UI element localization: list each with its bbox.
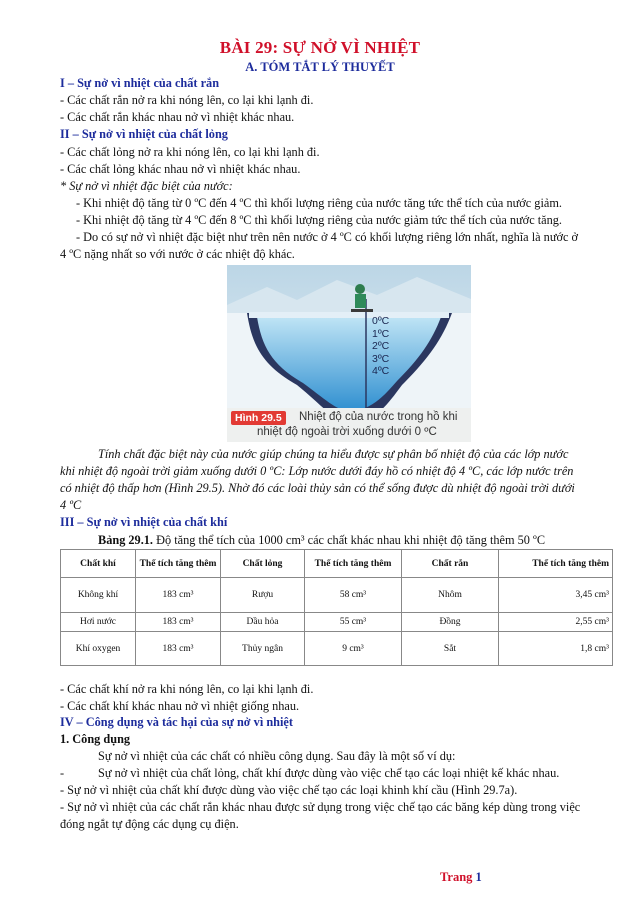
col-header: Thể tích tăng thêm [499,550,613,578]
figure-tag: Hình 29.5 [231,411,286,425]
solid-line-2: - Các chất rắn khác nhau nở vì nhiệt khác nhau. [60,110,295,124]
table-caption: Độ tăng thể tích của 1000 cm³ các chất khác nhau khi nhiệt độ tăng thêm 50 ºC [153,533,546,547]
table-cell: Nhôm [402,578,499,613]
subheading-uses: 1. Công dụng [60,732,131,746]
water-point-2: - Khi nhiệt độ tăng từ 4 ºC đến 8 ºC thì khối lượng riêng của nước giảm tức thể tích của nước tăng. [76,213,562,227]
table-number: Bảng 29.1. [98,533,154,547]
uses-line-3: - Sự nở vì nhiệt của chất khí được dùng vào việc chế tạo các loại khinh khí cầu (Hình 29.7a). [60,783,518,797]
page-footer [440,870,482,885]
heading-solid: I – Sự nở vì nhiệt của chất rắn [60,76,220,90]
table-cell: Thủy ngân [221,632,305,666]
gas-line-1: - Các chất khí nở ra khi nóng lên, co lại khi lạnh đi. [60,682,314,696]
temp-label: 4ºC [372,365,390,377]
table-cell: 58 cm³ [305,578,402,613]
table-cell: 55 cm³ [305,613,402,632]
caption-line-2: nhiệt độ ngoài trời xuống dưới 0 ºC [257,426,437,438]
table-row [61,578,613,613]
table-cell: 9 cm³ [305,632,402,666]
temp-label: 1ºC [372,327,390,340]
col-header: Thể tích tăng thêm [136,550,221,578]
solid-line-1: - Các chất rắn nở ra khi nóng lên, co lại khi lạnh đi. [60,93,314,107]
col-header: Chất rắn [402,550,499,578]
water-point-3b: 4 ºC nặng nhất so với nước ở các nhiệt độ khác. [60,247,295,261]
lesson-title: BÀI 29: SỰ NỞ VÌ NHIỆT [219,38,421,57]
section-a-title: A. TÓM TẮT LÝ THUYẾT [245,60,395,74]
expansion-table [60,549,613,666]
table-cell: 1,8 cm³ [499,632,613,666]
heading-liquid: II – Sự nở vì nhiệt của chất lỏng [60,127,228,141]
uses-line-1: Sự nở vì nhiệt của các chất có nhiều công dụng. Sau đây là một số ví dụ: [98,749,456,763]
figure-caption [227,408,471,442]
table-header-row [61,550,613,578]
paragraph-line-1: Tính chất đặc biệt này của nước giúp chúng ta hiểu được sự phân bố nhiệt độ của các lớp nước [98,447,569,461]
gas-line-2: - Các chất khí khác nhau nở vì nhiệt giống nhau. [60,699,300,713]
paragraph-line-4: 4 ºC [60,498,82,512]
uses-line-2: Sự nở vì nhiệt của chất lỏng, chất khí được dùng vào việc chế tạo các loại nhiệt kế khác nhau. [98,766,560,780]
liquid-line-2: - Các chất lỏng khác nhau nở vì nhiệt khác nhau. [60,162,301,176]
water-point-3a: - Do có sự nở vì nhiệt đặc biệt như trên nên nước ở 4 ºC có khối lượng riêng lớn nhất, nghĩa là nước ở [76,230,579,244]
table-cell: 2,55 cm³ [499,613,613,632]
caption-line-1: Nhiệt độ của nước trong hồ khi [299,411,458,423]
table-cell: Dầu hỏa [221,613,305,632]
table-row [61,632,613,666]
uses-line-4: - Sự nở vì nhiệt của các chất rắn khác nhau được sử dụng trong việc chế tạo các băng kép dùng trong việc [60,800,581,814]
page-number: 1 [475,870,482,884]
paragraph-line-2: khi nhiệt độ ngoài trời giảm xuống dưới 0 ºC: Lớp nước dưới đáy hồ có nhiệt độ 4 ºC, các lớp nước trên [60,464,574,478]
table-cell: Khí oxygen [61,632,136,666]
temp-label: 3ºC [372,352,390,365]
water-special-heading: * Sự nở vì nhiệt đặc biệt của nước: [60,179,233,193]
table-cell: Không khí [61,578,136,613]
table-cell: 183 cm³ [136,578,221,613]
col-header: Thể tích tăng thêm [305,550,402,578]
temp-label: 0ºC [372,315,390,327]
water-point-1: - Khi nhiệt độ tăng từ 0 ºC đến 4 ºC thì khối lượng riêng của nước tăng tức thể tích của nước giảm. [76,196,562,210]
page-word: Trang [440,870,473,884]
temp-label: 2ºC [372,340,390,352]
uses-line-5: đóng ngắt tự động các dụng cụ điện. [60,817,239,831]
uses-dash: - [60,766,65,780]
paragraph-line-3: có nhiệt độ thấp hơn (Hình 29.5). Nhờ đó các loài thủy sản có thể sống được dù nhiệt độ ngoài trời dưới [60,481,575,495]
heading-gas: III – Sự nở vì nhiệt của chất khí [60,515,228,529]
table-cell: Sắt [402,632,499,666]
table-cell: Hơi nước [61,613,136,632]
liquid-line-1: - Các chất lỏng nở ra khi nóng lên, co lại khi lạnh đi. [60,145,320,159]
table-cell: 183 cm³ [136,632,221,666]
table-row [61,613,613,632]
table-title [98,532,545,548]
col-header: Chất lỏng [221,550,305,578]
table-cell: 183 cm³ [136,613,221,632]
temperature-labels [372,315,389,378]
heading-applications: IV – Công dụng và tác hại của sự nở vì nhiệt [60,715,293,729]
table-cell: Rượu [221,578,305,613]
col-header: Chất khí [61,550,136,578]
table-cell: Đồng [402,613,499,632]
table-cell: 3,45 cm³ [499,578,613,613]
